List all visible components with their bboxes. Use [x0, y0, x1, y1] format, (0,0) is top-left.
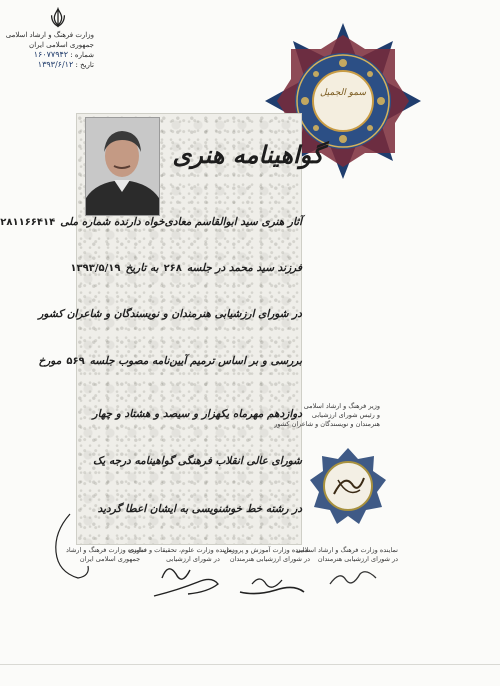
certificate-line-7: در رشته خط خوشنویسی به ایشان اعطا گردید: [97, 503, 302, 515]
portrait-figure: [86, 118, 159, 215]
letter-date: تاریخ : ۱۳۹۳/۶/۱۲: [37, 60, 94, 69]
signature-subtitle: در شورای ارزشیابی: [166, 555, 220, 563]
official-seal-icon: [309, 447, 387, 525]
letter-number: شماره : ۱۶۰۷۷۹۴۲: [33, 50, 94, 59]
certificate-line-2: فرزند سید محمد در جلسه۲۶۸به تاریخ۱۳۹۳/۵/۱۹: [70, 262, 302, 274]
signature-mark-1: [326, 566, 380, 592]
certificate-line-6: شورای عالی انقلاب فرهنگی گواهینامه درجه یک: [92, 455, 302, 467]
certificate-line-1: آثار هنری سید ابوالقاسم معادی‌خواه دارنده شماره ملی۲۸۱۱۶۶۴۱۴: [0, 216, 302, 228]
signature-title: نماینده وزارت علوم، تحقیقات و فناوری: [128, 546, 234, 554]
signature-mark-2: [236, 570, 308, 600]
signature-subtitle: جمهوری اسلامی ایران: [79, 555, 141, 563]
council-header: [274, 402, 380, 429]
signature-mark-4: [48, 512, 94, 582]
council-line-3: هنرمندان و نویسندگان و شاعران کشور: [274, 420, 380, 428]
ministry-header: [5, 30, 94, 70]
certificate-title: گواهینامه هنری: [172, 140, 324, 169]
portrait-photo: [85, 117, 160, 216]
signature-title: نماینده وزارت آموزش و پرورش: [223, 546, 310, 554]
signature-block-2: [223, 546, 310, 564]
certificate-line-3: در شورای ارزشیابی هنرمندان و نویسندگان و شاعران کشور: [38, 308, 302, 320]
iran-emblem-icon: [47, 7, 69, 29]
signature-title: نماینده وزارت فرهنگ و ارشاد اسلامی: [295, 546, 398, 554]
signature-mark-3: [148, 556, 222, 604]
rosette-caption: سمو الجمیل: [319, 88, 367, 98]
signature-subtitle: در شورای ارزشیابی هنرمندان: [229, 555, 310, 563]
signature-title: نماینده وزارت فرهنگ و ارشاد: [65, 546, 146, 554]
country-name: جمهوری اسلامی ایران: [29, 41, 94, 49]
council-line-2: و رئیس شورای ارزشیابی: [311, 411, 380, 419]
certificate-line-4: بررسی و بر اساس ترمیم آیین‌نامه مصوب جلسه۵۶۹مورخ: [38, 355, 302, 367]
page-edge-line: [0, 664, 500, 665]
certificate-line-5: دوازدهم مهرماه یکهزار و سیصد و هشتاد و چهار: [92, 408, 302, 420]
signature-block-1: [295, 546, 398, 564]
ministry-name: وزارت فرهنگ و ارشاد اسلامی: [5, 31, 94, 39]
signature-subtitle: در شورای ارزشیابی هنرمندان: [317, 555, 398, 563]
council-line-1: وزیر فرهنگ و ارشاد اسلامی: [303, 402, 380, 410]
